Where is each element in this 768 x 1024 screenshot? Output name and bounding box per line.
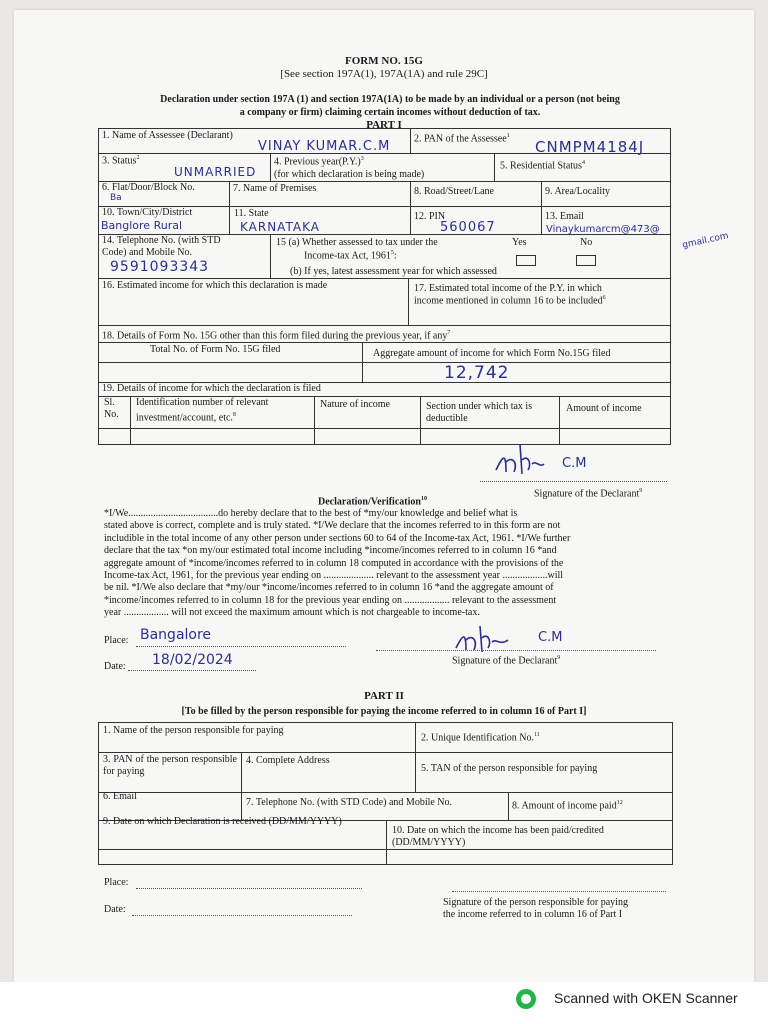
- field13-email-value-cont: gmail.com: [681, 231, 730, 251]
- declarant-signature-1: [492, 440, 572, 485]
- signature1-label: Signature of the Declarant$^9$: [534, 488, 643, 500]
- field10-city-value[interactable]: Banglore Rural: [101, 219, 183, 232]
- field14-label2: Code) and Mobile No.: [102, 247, 192, 258]
- field8-label: 8. Road/Street/Lane: [414, 186, 494, 197]
- field19-col-amount: Amount of income: [566, 403, 642, 414]
- verification-text: *I/We....................................do hereby declare that to the best of *my/our knowledge and belief what is stated above is correct, complete and is truly stated. *I/We declare that the incomes referred to in this form are not includible in the total income of any other person under sections 60 to 64 of the Income-tax Act, 1961. *I/We further declare that the tax *on my/our estimated total income including *income/incomes referred to in column 16 *and aggregate amount of *income/incomes referred to in column 18 computed in accordance with the provisions of the Income-tax Act, 1961, for the previous year ending on .................... relevant to the assessment year ..................will be nil. *I/We also declare that *my/our *income/incomes referred to in column 16 *and the aggregate amount of *income/incomes referred to in column 18 for the previous year ending on .................. relevant to the assessment year .................. will not exceed the maximum amount which is not chargeable to income-tax.: [104, 508, 571, 619]
- part2-field10-label: 10. Date on which the income has been paid/credited (DD/MM/YYYY): [392, 825, 604, 848]
- part2-field3-label: 3. PAN of the person responsible for paying: [103, 754, 237, 777]
- field10-label: 10. Town/City/District: [102, 207, 193, 218]
- verification-place-value[interactable]: Bangalore: [140, 627, 212, 643]
- form-title: FORM NO. 15G: [345, 55, 423, 67]
- field13-email-value[interactable]: Vinaykumarcm@473@: [546, 224, 660, 235]
- part1-heading: PART I: [366, 119, 402, 131]
- form-declaration-line1: Declaration under section 197A (1) and section 197A(1A) to be made by an individual or a person (not being: [160, 94, 620, 105]
- field15a-label1: 15 (a) Whether assessed to tax under the: [276, 237, 438, 248]
- field2-pan-value[interactable]: CNMPM4184J: [535, 138, 645, 156]
- verification-place-label: Place:: [104, 635, 129, 646]
- field4-label: 4. Previous $year(P.Y.)^3$: [274, 156, 364, 168]
- declarant-signature-2: [452, 622, 532, 658]
- oken-scanner-logo-icon: [516, 989, 536, 1009]
- part2-field7-label: 7. Telephone No. (with STD Code) and Mobile No.: [246, 797, 453, 808]
- part2-field8-label: 8. Amount of income paid$^{12}$: [512, 800, 623, 812]
- part2-place-label: Place:: [104, 877, 129, 888]
- form-declaration-line2: a company or firm) claiming certain incomes without deduction of tax.: [239, 107, 541, 118]
- field15a-label2: Income-tax Act, 1961$^5$:: [304, 250, 397, 262]
- part2-field9-label: 9. Date on which Declaration is received (DD/MM/YYYY): [103, 816, 342, 827]
- field15b-label: (b) If yes, latest assessment year for which assessed: [290, 266, 497, 277]
- field6-label: 6. Flat/Door/Block No.: [102, 182, 195, 193]
- field16-label: 16. Estimated income for which this declaration is made: [102, 280, 328, 291]
- field12-label: 12. PIN: [414, 211, 446, 222]
- part2-field5-label: 5. TAN of the person responsible for paying: [421, 763, 598, 774]
- field17-label1: 17. Estimated total income of the P.Y. in which: [414, 283, 602, 294]
- field19-col-section: Section under which tax is deductible: [426, 401, 533, 424]
- signature2-initials: C.M: [538, 630, 563, 645]
- field11-state-value[interactable]: KARNATAKA: [240, 220, 320, 234]
- signature2-label: Signature of the Declarant$^9$: [452, 655, 561, 667]
- field15-yes-checkbox[interactable]: [516, 255, 536, 266]
- part2-field1-label: 1. Name of the person responsible for paying: [103, 725, 284, 736]
- field18-label: 18. Details of Form No. 15G other than this form filed during the previous year, if any$^7$: [102, 330, 451, 342]
- field2-label: 2. PAN of the Assessee$^1$: [414, 133, 510, 145]
- form-subtitle: [See section 197A(1), 197A(1A) and rule 29C]: [280, 68, 488, 80]
- part2-field4-label: 4. Complete Address: [246, 755, 330, 766]
- part2-signature-label1: Signature of the person responsible for paying: [443, 897, 628, 908]
- part2-field6-label: 6. Email: [103, 791, 137, 802]
- field7-label: 7. Name of Premises: [233, 183, 317, 194]
- field5-label: 5. Residential Status$^4$: [500, 160, 585, 172]
- verification-date-label: Date:: [104, 661, 126, 672]
- field1-label: 1. Name of Assessee (Declarant): [102, 130, 233, 141]
- part2-subtitle: [To be filled by the person responsible for paying the income referred to in column 16 of Part I]: [181, 706, 587, 717]
- field11-label: 11. State: [234, 208, 269, 219]
- field18-amount-value[interactable]: 12,742: [444, 363, 510, 383]
- field15-no-label: No: [580, 237, 593, 248]
- field13-label: 13. Email: [545, 211, 584, 222]
- field15-yes-label: Yes: [512, 237, 527, 248]
- field3-status-value[interactable]: UNMARRIED: [174, 165, 257, 179]
- verification-heading: Declaration/Verification$^{10}$: [318, 496, 427, 508]
- verification-date-value[interactable]: 18/02/2024: [152, 652, 233, 668]
- field14-phone-value[interactable]: 9591093343: [110, 259, 210, 275]
- field19-label: 19. Details of income for which the declaration is filed: [102, 383, 321, 394]
- part2-signature-label2: the income referred to in column 16 of Part I: [443, 909, 623, 920]
- field3-label: 3. Status$^2$: [102, 155, 140, 167]
- field17-label2: income mentioned in column 16 to be included$^6$: [414, 295, 606, 307]
- field6-value[interactable]: Ba: [110, 193, 122, 203]
- field18-col2: Aggregate amount of income for which Form No.15G filed: [373, 348, 611, 359]
- field19-col-slno: Sl. No.: [104, 397, 119, 420]
- field19-col-nature: Nature of income: [320, 399, 390, 410]
- field4-note: (for which declaration is being made): [274, 169, 425, 180]
- field14-label1: 14. Telephone No. (with STD: [102, 235, 221, 246]
- field1-name-value[interactable]: VINAY KUMAR.C.M: [258, 139, 391, 154]
- field12-pin-value[interactable]: 560067: [440, 220, 496, 235]
- part2-date-label: Date:: [104, 904, 126, 915]
- scanner-watermark-text: Scanned with OKEN Scanner: [554, 990, 738, 1006]
- field15-no-checkbox[interactable]: [576, 255, 596, 266]
- signature1-initials: C.M: [562, 456, 587, 471]
- field9-label: 9. Area/Locality: [545, 186, 610, 197]
- part2-heading: PART II: [364, 690, 404, 702]
- part2-field2-label: 2. Unique Identification No.$^{11}$: [421, 732, 540, 744]
- field19-col-identification: Identification number of relevant investment/account, etc.$^8$: [136, 397, 269, 424]
- field18-col1: Total No. of Form No. 15G filed: [150, 344, 281, 355]
